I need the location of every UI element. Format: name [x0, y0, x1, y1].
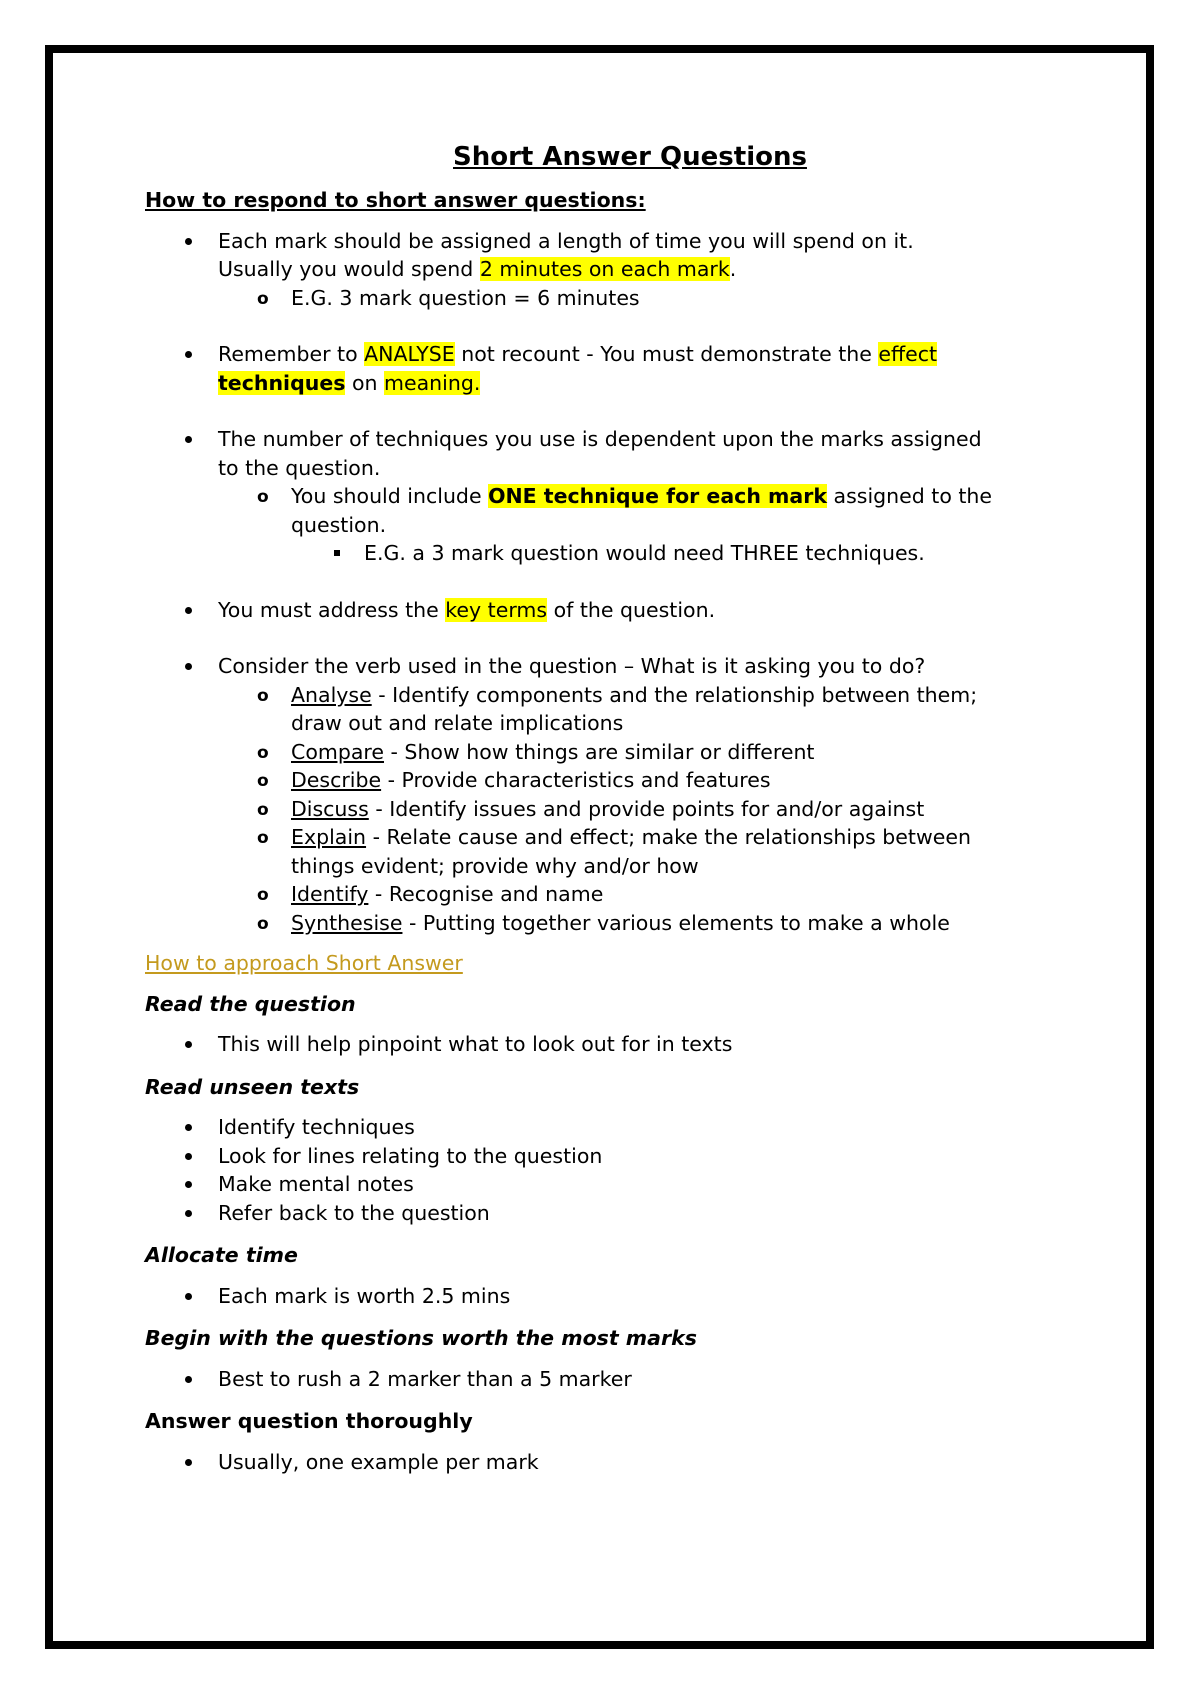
- verb-definition: - Relate cause and effect; make the relationships between: [366, 825, 971, 849]
- section-heading-respond: How to respond to short answer questions:: [145, 188, 646, 212]
- verb-item-synthesise: [145, 909, 1085, 938]
- bullet-item-time-per-mark: [145, 227, 1085, 284]
- step-heading-answer-thoroughly: Answer question thoroughly: [145, 1409, 473, 1433]
- spacer: [145, 624, 1085, 652]
- verb-term: Analyse: [291, 682, 372, 707]
- verb-item-discuss: [145, 795, 1085, 824]
- bullet-text: of the question.: [547, 597, 716, 622]
- step-heading-allocate-time: Allocate time: [145, 1243, 298, 1267]
- highlight-text: effect: [878, 342, 938, 366]
- verb-term: Describe: [291, 768, 382, 792]
- bullet-item-number-of-techniques: [145, 425, 1085, 482]
- bullet-text: Usually you would spend: [218, 257, 480, 281]
- bullet-text: Remember to: [218, 342, 365, 366]
- highlight-bold-text: techniques: [218, 370, 346, 395]
- highlight-text: ANALYSE: [364, 342, 455, 366]
- sub-bullet-item-one-technique: [145, 482, 1085, 539]
- list-item: Best to rush a 2 marker than a 5 marker: [145, 1365, 1085, 1394]
- step-heading-begin-most-marks: Begin with the questions worth the most marks: [145, 1326, 697, 1350]
- verb-item-describe: [145, 766, 1085, 795]
- spacer: [145, 312, 1085, 340]
- bullet-text: assigned to the: [827, 484, 993, 508]
- step-heading-read-unseen: Read unseen texts: [145, 1074, 360, 1099]
- bullet-item-key-terms: [145, 596, 1085, 625]
- bullet-text: You must address the: [218, 597, 446, 622]
- highlight-text: meaning.: [384, 370, 481, 395]
- verb-term: Explain: [291, 825, 367, 849]
- verb-definition: - Provide characteristics and features: [381, 768, 771, 792]
- list-item: Each mark is worth 2.5 mins: [145, 1282, 1085, 1311]
- list-item: Make mental notes: [145, 1170, 1085, 1199]
- bullet-text: question.: [291, 512, 387, 537]
- verb-definition: - Show how things are similar or different: [384, 739, 815, 764]
- bullet-item-analyse: [145, 340, 1085, 397]
- verb-definition: draw out and relate implications: [291, 711, 624, 735]
- verb-definition: - Putting together various elements to make a whole: [402, 910, 950, 935]
- list-item: Identify techniques: [145, 1113, 1085, 1142]
- sub-sub-bullet-item-three-techniques: E.G. a 3 mark question would need THREE techniques.: [145, 539, 1085, 568]
- spacer: [145, 568, 1085, 596]
- step-heading-read-question: Read the question: [145, 991, 356, 1016]
- verb-definition: - Recognise and name: [368, 882, 604, 906]
- highlight-bold-text: ONE technique for each mark: [488, 484, 827, 508]
- section-heading-approach: How to approach Short Answer: [145, 951, 463, 975]
- bullet-text: The number of techniques you use is dependent upon the marks assigned: [218, 427, 982, 451]
- page-title: Short Answer Questions: [453, 142, 807, 172]
- spacer: [145, 397, 1085, 425]
- verb-term: Synthesise: [291, 910, 403, 935]
- list-item: Look for lines relating to the question: [145, 1142, 1085, 1171]
- verb-item-explain: [145, 823, 1085, 880]
- verb-item-analyse: [145, 681, 1085, 738]
- verb-term: Compare: [291, 739, 384, 764]
- bullet-text: not recount - You must demonstrate the: [454, 342, 879, 366]
- list-item: This will help pinpoint what to look out for in texts: [145, 1030, 1085, 1059]
- list-item: Refer back to the question: [145, 1199, 1085, 1228]
- sub-bullet-item-example-minutes: o E.G. 3 mark question = 6 minutes: [145, 284, 1085, 313]
- verb-definition: - Identify issues and provide points for and/or against: [368, 796, 925, 821]
- bullet-text: .: [729, 257, 737, 281]
- bullet-text: Each mark should be assigned a length of time you will spend on it.: [218, 228, 914, 253]
- verb-definition: - Identify components and the relationship between them;: [371, 682, 978, 707]
- verb-definition: things evident; provide why and/or how: [291, 853, 699, 878]
- verb-term: Discuss: [291, 796, 369, 821]
- highlight-text: 2 minutes on each mark: [479, 257, 730, 281]
- highlight-text: key terms: [445, 597, 548, 622]
- bullet-text: on: [345, 370, 385, 395]
- list-item: Usually, one example per mark: [145, 1448, 1085, 1477]
- bullet-text: to the question.: [218, 455, 381, 480]
- verb-item-compare: [145, 738, 1085, 767]
- bullet-text: You should include: [291, 484, 489, 508]
- bullet-item-consider-verb: Consider the verb used in the question – What is it asking you to do?: [145, 652, 1085, 681]
- verb-term: Identify: [291, 882, 369, 906]
- document-body: [145, 140, 1085, 1476]
- verb-item-identify: [145, 880, 1085, 909]
